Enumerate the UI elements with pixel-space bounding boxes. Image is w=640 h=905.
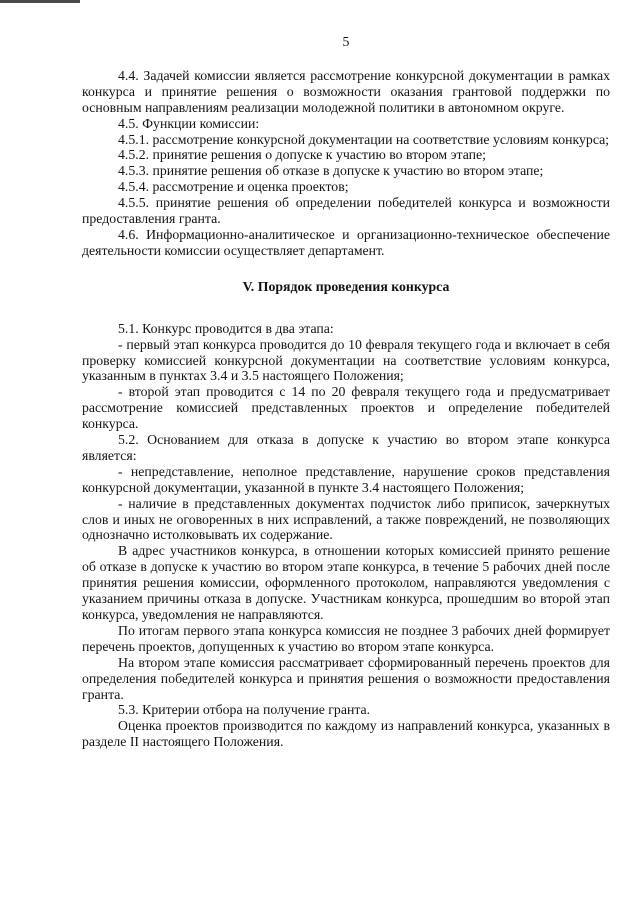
paragraph-4-5-2: 4.5.2. принятие решения о допуске к участию во втором этапе;	[118, 147, 487, 163]
paragraph-5-2: 5.2. Основанием для отказа в допуске к участию во втором этапе конкурса является:	[82, 432, 610, 463]
paragraph-4-5-1: 4.5.1. рассмотрение конкурсной документации на соответствие условиям конкурса;	[118, 131, 610, 147]
paragraph-refusal-notice: В адрес участников конкурса, в отношении которых комиссией принято решение об отказе в допуске к участию во втором этапе конкурса, в течение 5 рабочих дней после принятия решения комиссии, оформленного протоколом, направляются уведомления с указанием причины отказа в допуске. Участникам конкурса, прошедшим во второй этап конкурса, уведомления не направляются.	[82, 543, 610, 622]
paragraph-4-5-4: 4.5.4. рассмотрение и оценка проектов;	[118, 179, 349, 195]
paragraph-5-1: 5.1. Конкурс проводится в два этапа:	[118, 320, 334, 336]
list-item-non-submission: - непредставление, неполное представление, нарушение сроков представления конкурсной документации, указанной в пункте 3.4 настоящего Положения;	[82, 463, 610, 495]
paragraph-4-5-3: 4.5.3. принятие решения об отказе в допуске к участию во втором этапе;	[118, 163, 544, 179]
section-5	[82, 321, 610, 750]
scan-corner-mark	[0, 0, 80, 3]
list-item-second-stage: - второй этап проводится с 14 по 20 февраля текущего года и предусматривает рассмотрение комиссией представленных проектов и определение победителей конкурса.	[82, 384, 610, 432]
paragraph-4-4: 4.4. Задачей комиссии является рассмотрение конкурсной документации в рамках конкурса и принятие решения о возможности оказания грантовой поддержки по основным направлениям реализации молодежной политики в автономном округе.	[82, 67, 610, 115]
paragraph-evaluation: Оценка проектов производится по каждому из направлений конкурса, указанных в разделе II настоящего Положения.	[82, 718, 610, 750]
paragraph-4-6: 4.6. Информационно-аналитическое и организационно-техническое обеспечение деятельности комиссии осуществляет департамент.	[82, 226, 610, 258]
paragraph-4-5: 4.5. Функции комиссии:	[118, 115, 260, 131]
list-item-corrections: - наличие в представленных документах подчисток либо приписок, зачеркнутых слов и иных не оговоренных в них исправлений, а также повреждений, не позволяющих однозначно истолковывать их содержание.	[82, 495, 610, 543]
page-number: 5	[342, 34, 350, 49]
paragraph-5-3: 5.3. Критерии отбора на получение гранта.	[118, 702, 371, 718]
section-4-continued	[82, 68, 610, 259]
section-heading: V. Порядок проведения конкурса	[242, 278, 450, 294]
document-page	[82, 34, 610, 750]
list-item-first-stage: - первый этап конкурса проводится до 10 февраля текущего года и включает в себя проверку комиссией конкурсной документации на соответствие условиям конкурса, указанным в пунктах 3.4 и 3.5 настоящего Положения;	[82, 336, 610, 384]
paragraph-4-5-5: 4.5.5. принятие решения об определении победителей конкурса и возможности предоставления гранта.	[82, 195, 610, 227]
paragraph-second-stage: На втором этапе комиссия рассматривает сформированный перечень проектов для определения победителей конкурса и принятия решения о возможности предоставления гранта.	[82, 654, 610, 702]
paragraph-first-stage-results: По итогам первого этапа конкурса комиссия не позднее 3 рабочих дней формирует перечень проектов, допущенных к участию во втором этапе конкурса.	[82, 622, 610, 654]
